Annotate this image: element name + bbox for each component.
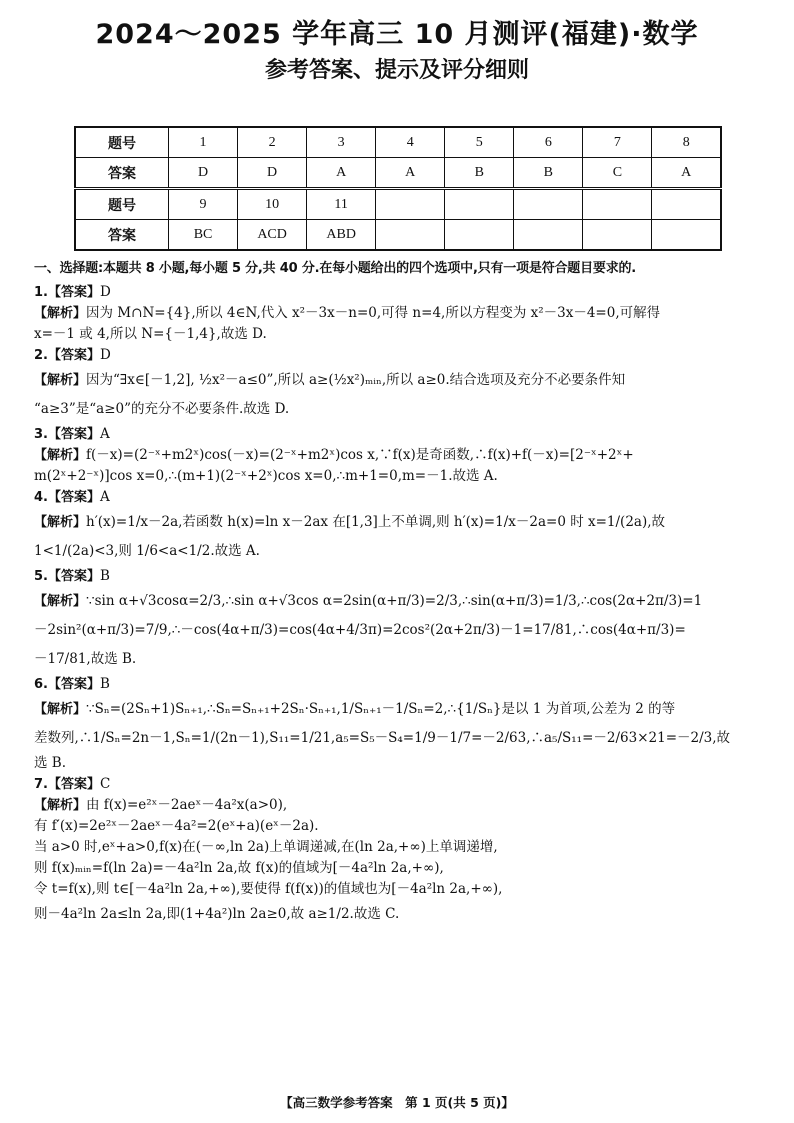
table-cell xyxy=(652,220,721,251)
table-cell xyxy=(652,189,721,220)
page-footer: 【高三数学参考答案 第 1 页(共 5 页)】 xyxy=(280,1095,514,1110)
analysis-tag: 【解析】 xyxy=(34,306,87,321)
table-cell: 3 xyxy=(307,127,376,158)
analysis-tag: 【解析】 xyxy=(34,702,87,717)
table-cell xyxy=(376,189,445,220)
answer-value: C xyxy=(100,776,111,792)
analysis-line: －2sin²(α+π/3)=7/9,∴－cos(4α+π/3)=cos(4α+4/3π)=2cos²(2α+2π/3)－1=17/81,∴cos(4α+π/3)= xyxy=(34,622,686,638)
table-row xyxy=(75,127,721,158)
analysis-line: 因为 M∩N={4},所以 4∈N,代入 x²－3x－n=0,可得 n=4,所以方程变为 x²－3x－4=0,可解得 xyxy=(86,305,661,321)
question-number: 6. xyxy=(34,677,48,692)
table-cell: A xyxy=(652,158,721,189)
table-cell: 4 xyxy=(376,127,445,158)
table-row xyxy=(75,158,721,189)
question-number: 5. xyxy=(34,569,48,584)
row-label: 答案 xyxy=(75,220,169,251)
analysis-line: 当 a>0 时,eˣ+a>0,f(x)在(－∞,ln 2a)上单调递减,在(ln 2a,+∞)上单调递增, xyxy=(34,839,498,855)
row-label: 题号 xyxy=(75,189,169,220)
analysis-line: 差数列,∴1/Sₙ=2n－1,Sₙ=1/(2n－1),S₁₁=1/21,a₅=S₅－S₄=1/9－1/7=－2/63,∴a₅/S₁₁=－2/63×21=－2/3,故 xyxy=(34,730,731,746)
question-block xyxy=(34,282,764,345)
table-cell: ABD xyxy=(307,220,376,251)
table-cell xyxy=(514,189,583,220)
analysis-line: m(2ˣ+2⁻ˣ)]cos x=0,∴(m+1)(2⁻ˣ+2ˣ)cos x=0,∴m+1=0,m=－1.故选 A. xyxy=(34,468,498,484)
table-cell: A xyxy=(376,158,445,189)
question-number: 1. xyxy=(34,285,48,300)
analysis-tag: 【解析】 xyxy=(34,515,87,530)
analysis-line: 令 t=f(x),则 t∈[－4a²ln 2a,+∞),要使得 f(f(x))的值域也为[－4a²ln 2a,+∞), xyxy=(34,881,503,897)
table-cell: BC xyxy=(169,220,238,251)
table-cell: B xyxy=(514,158,583,189)
table-cell xyxy=(376,220,445,251)
table-cell xyxy=(583,189,652,220)
analysis-line: ∵Sₙ=(2Sₙ+1)Sₙ₊₁,∴Sₙ=Sₙ₊₁+2Sₙ·Sₙ₊₁,1/Sₙ₊₁－1/Sₙ=2,∴{1/Sₙ}是以 1 为首项,公差为 2 的等 xyxy=(86,701,676,717)
page-subtitle: 参考答案、提示及评分细则 xyxy=(264,58,529,83)
analysis-line: 则 f(x)ₘᵢₙ=f(ln 2a)=－4a²ln 2a,故 f(x)的值域为[－4a²ln 2a,+∞), xyxy=(34,860,444,876)
question-block xyxy=(34,774,764,929)
analysis-line: 选 B. xyxy=(34,755,67,771)
table-cell xyxy=(445,189,514,220)
table-cell xyxy=(514,220,583,251)
answer-tag: 【答案】 xyxy=(47,285,100,300)
question-block xyxy=(34,424,764,487)
answer-value: B xyxy=(100,568,110,584)
analysis-line: 有 f′(x)=2e²ˣ－2aeˣ－4a²=2(eˣ+a)(eˣ－2a). xyxy=(34,818,319,834)
analysis-line: 1<1/(2a)<3,则 1/6<a<1/2.故选 A. xyxy=(34,543,260,559)
table-cell: 10 xyxy=(238,189,307,220)
analysis-line: 则－4a²ln 2a≤ln 2a,即(1+4a²)ln 2a≥0,故 a≥1/2.故选 C. xyxy=(34,906,400,922)
analysis-line: x=－1 或 4,所以 N={－1,4},故选 D. xyxy=(34,326,267,342)
analysis-tag: 【解析】 xyxy=(34,594,87,609)
table-cell: C xyxy=(583,158,652,189)
answer-tag: 【答案】 xyxy=(47,677,100,692)
answer-tag: 【答案】 xyxy=(47,569,100,584)
table-row xyxy=(75,220,721,251)
table-cell: D xyxy=(169,158,238,189)
table-cell: B xyxy=(445,158,514,189)
answer-value: D xyxy=(100,284,111,300)
answer-table xyxy=(74,126,722,251)
page-title: 2024～2025 学年高三 10 月测评(福建)·数学 xyxy=(95,19,699,50)
analysis-line: ∵sin α+√3cosα=2/3,∴sin α+√3cos α=2sin(α+π/3)=2/3,∴sin(α+π/3)=1/3,∴cos(2α+2π/3)=1 xyxy=(86,593,703,609)
question-block xyxy=(34,566,764,674)
question-block xyxy=(34,487,764,566)
analysis-tag: 【解析】 xyxy=(34,798,87,813)
answer-value: D xyxy=(100,347,111,363)
question-number: 7. xyxy=(34,777,48,792)
analysis-line: 因为“∃x∈[－1,2], ½x²－a≤0”,所以 a≥(½x²)ₘᵢₙ,所以 a≥0.结合选项及充分不必要条件知 xyxy=(86,372,626,388)
section-heading: 一、选择题:本题共 8 小题,每小题 5 分,共 40 分.在每小题给出的四个选项中,只有一项是符合题目要求的. xyxy=(34,261,637,276)
analysis-line: “a≥3”是“a≥0”的充分不必要条件.故选 D. xyxy=(34,401,290,417)
table-cell: D xyxy=(238,158,307,189)
row-label: 题号 xyxy=(75,127,169,158)
table-cell: 11 xyxy=(307,189,376,220)
answer-value: A xyxy=(100,489,110,505)
table-cell: A xyxy=(307,158,376,189)
analysis-tag: 【解析】 xyxy=(34,448,87,463)
table-cell: 9 xyxy=(169,189,238,220)
table-cell: 5 xyxy=(445,127,514,158)
question-number: 2. xyxy=(34,348,48,363)
table-cell: 6 xyxy=(514,127,583,158)
question-block xyxy=(34,345,764,424)
answer-tag: 【答案】 xyxy=(47,490,100,505)
table-cell: 7 xyxy=(583,127,652,158)
answer-tag: 【答案】 xyxy=(47,348,100,363)
question-number: 3. xyxy=(34,427,48,442)
analysis-line: 由 f(x)=e²ˣ－2aeˣ－4a²x(a>0), xyxy=(86,797,288,813)
table-cell xyxy=(583,220,652,251)
question-number: 4. xyxy=(34,490,48,505)
question-block xyxy=(34,674,764,774)
answer-tag: 【答案】 xyxy=(47,777,100,792)
analysis-line: h′(x)=1/x－2a,若函数 h(x)=ln x－2ax 在[1,3]上不单调,则 h′(x)=1/x－2a=0 时 x=1/(2a),故 xyxy=(86,514,666,530)
answer-value: B xyxy=(100,676,110,692)
table-cell xyxy=(445,220,514,251)
answer-tag: 【答案】 xyxy=(47,427,100,442)
analysis-line: －17/81,故选 B. xyxy=(34,651,137,667)
solutions-body xyxy=(34,258,764,929)
row-label: 答案 xyxy=(75,158,169,189)
table-cell: 2 xyxy=(238,127,307,158)
answer-value: A xyxy=(100,426,110,442)
table-cell: ACD xyxy=(238,220,307,251)
analysis-line: f(－x)=(2⁻ˣ+m2ˣ)cos(－x)=(2⁻ˣ+m2ˣ)cos x,∵f(x)是奇函数,∴f(x)+f(－x)=[2⁻ˣ+2ˣ+ xyxy=(86,447,634,463)
analysis-tag: 【解析】 xyxy=(34,373,87,388)
table-row xyxy=(75,189,721,220)
table-cell: 1 xyxy=(169,127,238,158)
table-cell: 8 xyxy=(652,127,721,158)
